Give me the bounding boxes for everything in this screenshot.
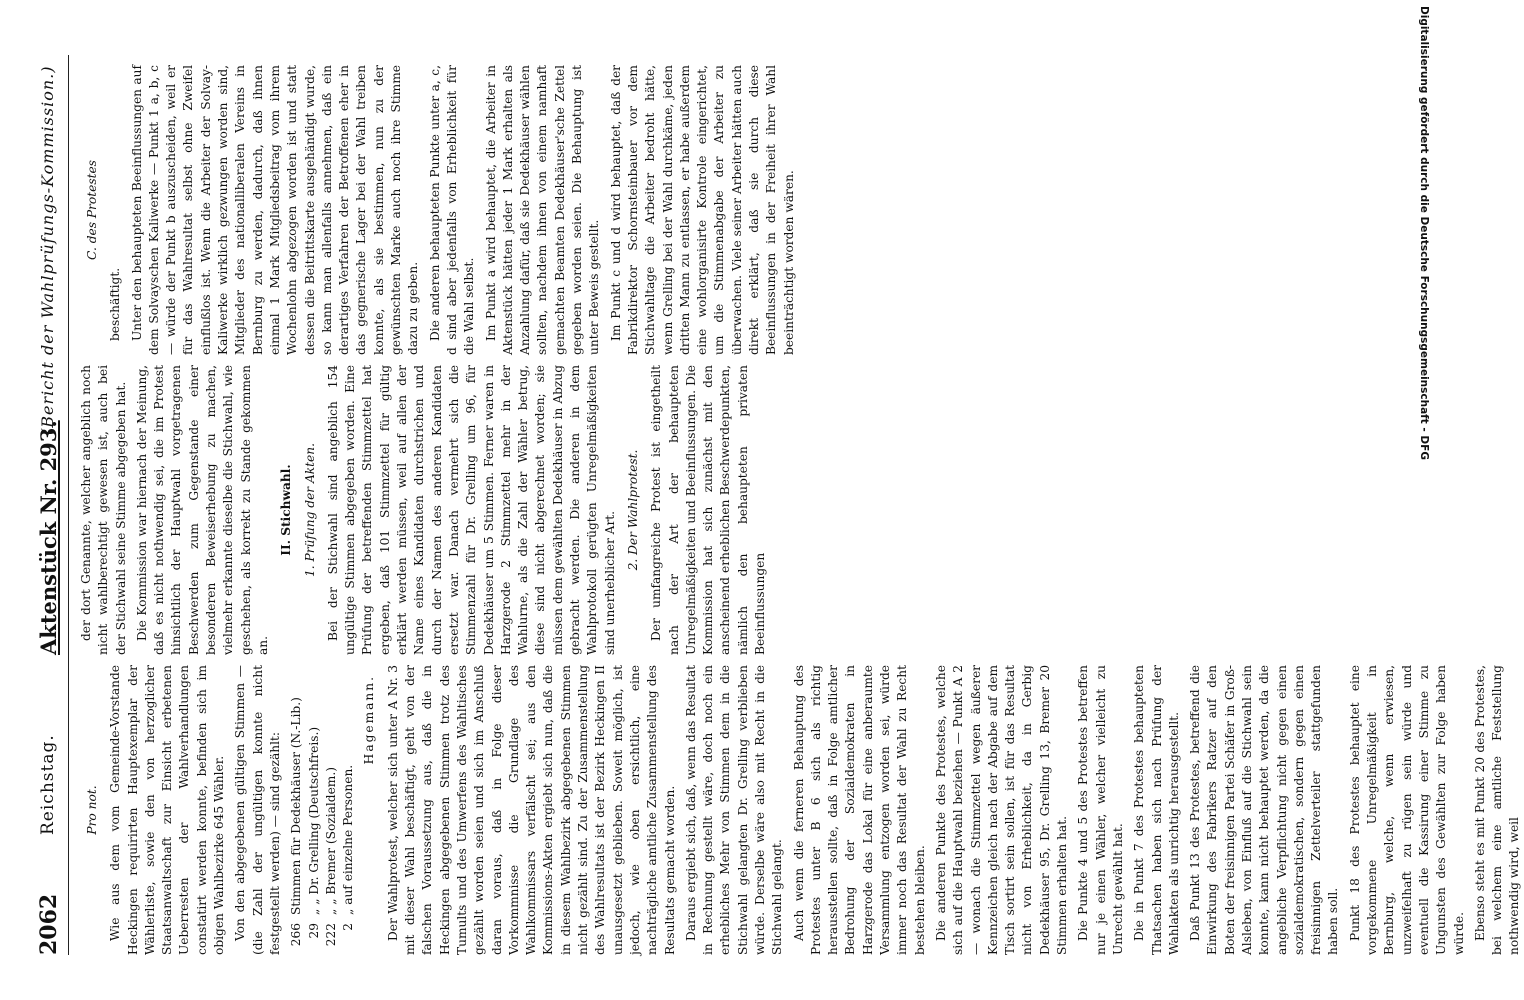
paragraph: Der Wahlprotest, welcher sich unter A Nr. 3 mit dieser Wahl beschäftigt, geht von der falschen Voraussetzung aus, daß die in Heckingen abgegebenen Stimmen trotz des Tumults und des Umwerfens des Wahltisches gezählt worden seien und sich im Anschluß daran voraus, daß in Folge dieser Vorkommnisse die Grundlage des Wahlkommissars verfälscht sei; aus den Kommissions-Akten ergiebt sich nun, daß die in diesem Wahlbezirk abgegebenen Stimmen nicht gezählt sind. Zu der Zusammenstellung des Wahlresultats ist der Bezirk Heckingen II unausgesetzt geblieben. Soweit möglich, ist jedoch, wie oben ersichtlich, eine nachträgliche amtliche Zusammenstellung des Resultats gemacht worden.	[385, 665, 677, 955]
paragraph: Auch wenn die ferneren Behauptung des Protestes unter B 6 sich als richtig herausstellen sollte, daß in Folge amtlicher Bedrohung der Sozialdemokraten in Harzgerode das Lokal für eine anberaumte Versammlung entzogen worden sei, würde immer noch das Resultat der Wahl zu Recht bestehen bleiben.	[791, 665, 927, 955]
paragraph: der dort Genannte, welcher angeblich noch nicht wahlberechtigt gewesen ist, auch bei der Stichwahl seine Stimme abgegeben hat.	[79, 365, 128, 655]
header-aktenstueck: Aktenstück Nr. 293.	[36, 420, 61, 655]
pro-not-label: Pro not.	[85, 785, 99, 835]
text-column-1	[78, 665, 1522, 955]
signature: Hagemann.	[362, 675, 377, 765]
paragraph: Die in Punkt 7 des Protestes behaupteten Thatsachen haben sich nach Prüfung der Wahlakten als unrichtig herausgestellt.	[1132, 665, 1181, 955]
paragraph: Punkt 18 des Protestes behauptet eine vorgekommene Unregelmäßigkeit in Bernburg, welche, wenn erwiesen, unzweifelhaft zu rügen sein würde und eventuell die Kassirung einer Stimme zu Ungunsten des Gewählten zur Folge haben würde.	[1347, 665, 1466, 955]
paragraph: Ebenso steht es mit Punkt 20 des Protestes, bei welchem eine amtliche Feststellung nothwendig wird, weil	[1472, 665, 1522, 955]
subsection-heading: C. des Protestes	[85, 160, 99, 260]
paragraph: Die Kommission war hiernach der Meinung, daß es nicht nothwendig sei, die im Protest hinsichtlich der Hauptwahl vorgetragenen Beschwerden zum Gegenstande einer besonderen Beweiserhebung zu machen, vielmehr erkannte dieselbe die Stichwahl, wie geschehen, als korrekt zu Stande gekommen an.	[134, 365, 270, 655]
vote-row: 2 „ auf einzelne Personen.	[341, 764, 356, 931]
paragraph: Von den abgegebenen gültigen Stimmen — (die Zahl der ungültigen konnte nicht festgestellt werden) — sind gezählt:	[233, 665, 282, 955]
page-number: 2062	[36, 893, 62, 955]
vote-row: 29 „ „ Dr. Grelling (Deutschfreis.)	[306, 726, 321, 939]
paragraph: Daraus ergiebt sich, daß, wenn das Resultat in Rechnung gestellt wäre, doch noch ein erhebliches Mehr von Stimmen dem in die Stichwahl gelangten Dr. Grelling verblieben würde. Derselbe wäre also mit Recht in die Stichwahl gelangt.	[683, 665, 785, 955]
digitization-credit: Digitalisierung gefördert durch die Deutsche Forschungsgemeinschaft - DFG	[1418, 6, 1430, 460]
vote-row: 266 Stimmen für Dedekhäuser (N.-Lib.)	[289, 697, 304, 947]
text-column-2	[78, 365, 1378, 655]
vote-row: 222 „ „ Bremer (Sozialdem.)	[323, 767, 338, 947]
paragraph: Bei der Stichwahl sind angeblich 154 ungültige Stimmen abgegeben worden. Eine Prüfung der betreffenden Stimmzettel hat ergeben, daß 101 Stimmzettel für gültig erklärt werden müssen, weil auf allen der Name eines Kandidaten durchstrichen und durch der Namen des anderen Kandidaten ersetzt war. Danach vermehrt sich die Stimmenzahl für Dr. Grelling um 96, für Dedekhäuser um 5 Stimmen. Ferner waren in Harzgerode 2 Stimmzettel mehr in der Wahlurne, als die Zahl der Wähler betrug, diese sind nicht abgerechnet worden; sie müssen dem gewählten Dedekhäuser in Abzug gebracht werden. Die anderen in dem Wahlprotokoll gerügten Unregelmäßigkeiten sind unerheblicher Art.	[325, 365, 617, 655]
paragraph: Unter den behaupteten Beeinflussungen auf dem Solvayschen Kaliwerke — Punkt 1 a, b, c — würde der Punkt b auszuscheiden, weil er für das Wahlresultat selbst ohne Zweifel einflußlos ist. Wenn die Arbeiter der Solvay-Kaliwerke wirklich gezwungen worden sind, Mitglieder des nationalliberalen Vereins in Bernburg zu werden, dadurch, daß ihnen einmal 1 Mark Mitgliedsbeitrag vom ihrem Wochenlohn abgezogen worden ist und statt dessen die Beitrittskarte ausgehändigt wurde, so kann man allenfalls annehmen, daß ein derartiges Verfahren der Betroffenen eher in das gegnerische Lager bei der Wahl treiben konnte, als sie bestimmen, nun zu der gewünschten Marke auch noch ihre Stimme dazu zu geben.	[129, 65, 421, 355]
page-header	[32, 55, 72, 955]
paragraph: Im Punkt c und d wird behauptet, daß der Fabrikdirektor Schornsteinbauer vor dem Stichwahltage die Arbeiter bedroht hätte, wenn Grelling bei der Wahl durchkäme, jeden dritten Mann zu entlassen, er habe außerdem eine wohlorganisirte Kontrole eingerichtet, um die Stimmenabgabe der Arbeiter zu überwachen. Viele seiner Arbeiter hätten auch direkt erklärt, daß sie durch diese Beeinflussungen in der Freiheit ihrer Wahl beeinträchtigt worden wären.	[608, 65, 796, 355]
paragraph: Wie aus dem vom Gemeinde-Vorstande Heckingen requirirten Hauptexemplar der Wählerliste, sowie den von herzoglicher Staatsanwaltschaft zur Einsicht erbetenen Ueberresten der Wahlverhandlungen constatirt werden konnte, befinden sich im obigen Wahlbezirke 645 Wähler.	[108, 665, 227, 955]
paragraph: Die Punkte 4 und 5 des Protestes betreffen nur je einen Wähler, welcher vielleicht zu Unrecht gewählt hat.	[1076, 665, 1125, 955]
paragraph: Die anderen behaupteten Punkte unter a, c, d sind aber jedenfalls von Erheblichkeit für die Wahl selbst.	[427, 65, 477, 355]
paragraph: beschäftigt.	[108, 267, 123, 341]
paragraph: Die anderen Punkte des Protestes, welche sich auf die Hauptwahl beziehen — Punkt A 2 — wonach die Stimmzettel wegen äußerer Kennzeichen gleich nach der Abgabe auf dem Tisch sortirt sein sollen, ist für das Resultat nicht von Erheblichkeit, da in Gerbig Dedekhäuser 95, Dr. Grelling 13, Bremer 20 Stimmen erhalten hat.	[933, 665, 1070, 955]
text-column-3	[78, 65, 1378, 355]
header-reichstag: Reichstag.	[38, 734, 58, 835]
subsection-heading: 1. Prüfung der Akten.	[302, 443, 317, 577]
header-rule	[68, 55, 69, 955]
subsection-heading: 2. Der Wahlprotest.	[625, 449, 640, 571]
paragraph: Im Punkt a wird behauptet, die Arbeiter in Aktenstück hätten jeder 1 Mark erhalten als Anzahlung dafür, daß sie Dedekhäuser wählen sollten, nachdem ihnen von einem namhaft gemachten Beamten Dedekhäuser'sche Zettel gegeben worden seien. Die Behauptung ist unter Beweis gestellt.	[483, 65, 602, 355]
section-heading: II. Stichwahl.	[279, 464, 294, 556]
header-bericht: (Bericht der Wahlprüfungs-Kommission.)	[38, 65, 57, 435]
paragraph: Daß Punkt 13 des Protestes, betreffend die Einwirkung des Fabrikers Ratzer auf den Boten der freisinnigen Partei Schäfer in Groß-Alsleben, von Einfluß auf die Stichwahl sein konnte, kann nicht behauptet werden, da die angebliche Verpflichtung nicht gegen einen sozialdemokratischen, sondern gegen einen freisinnigen Zettelverteiler stattgefunden haben soll.	[1188, 665, 1341, 955]
paragraph: Der umfangreiche Protest ist eingetheilt nach der Art der behaupteten Unregelmäßigkeiten und Beeinflussungen. Die Kommission hat sich zunächst mit den anscheinend erheblichen Beschwerdepunkten, nämlich den behaupteten privaten Beeinflussungen	[649, 365, 767, 655]
